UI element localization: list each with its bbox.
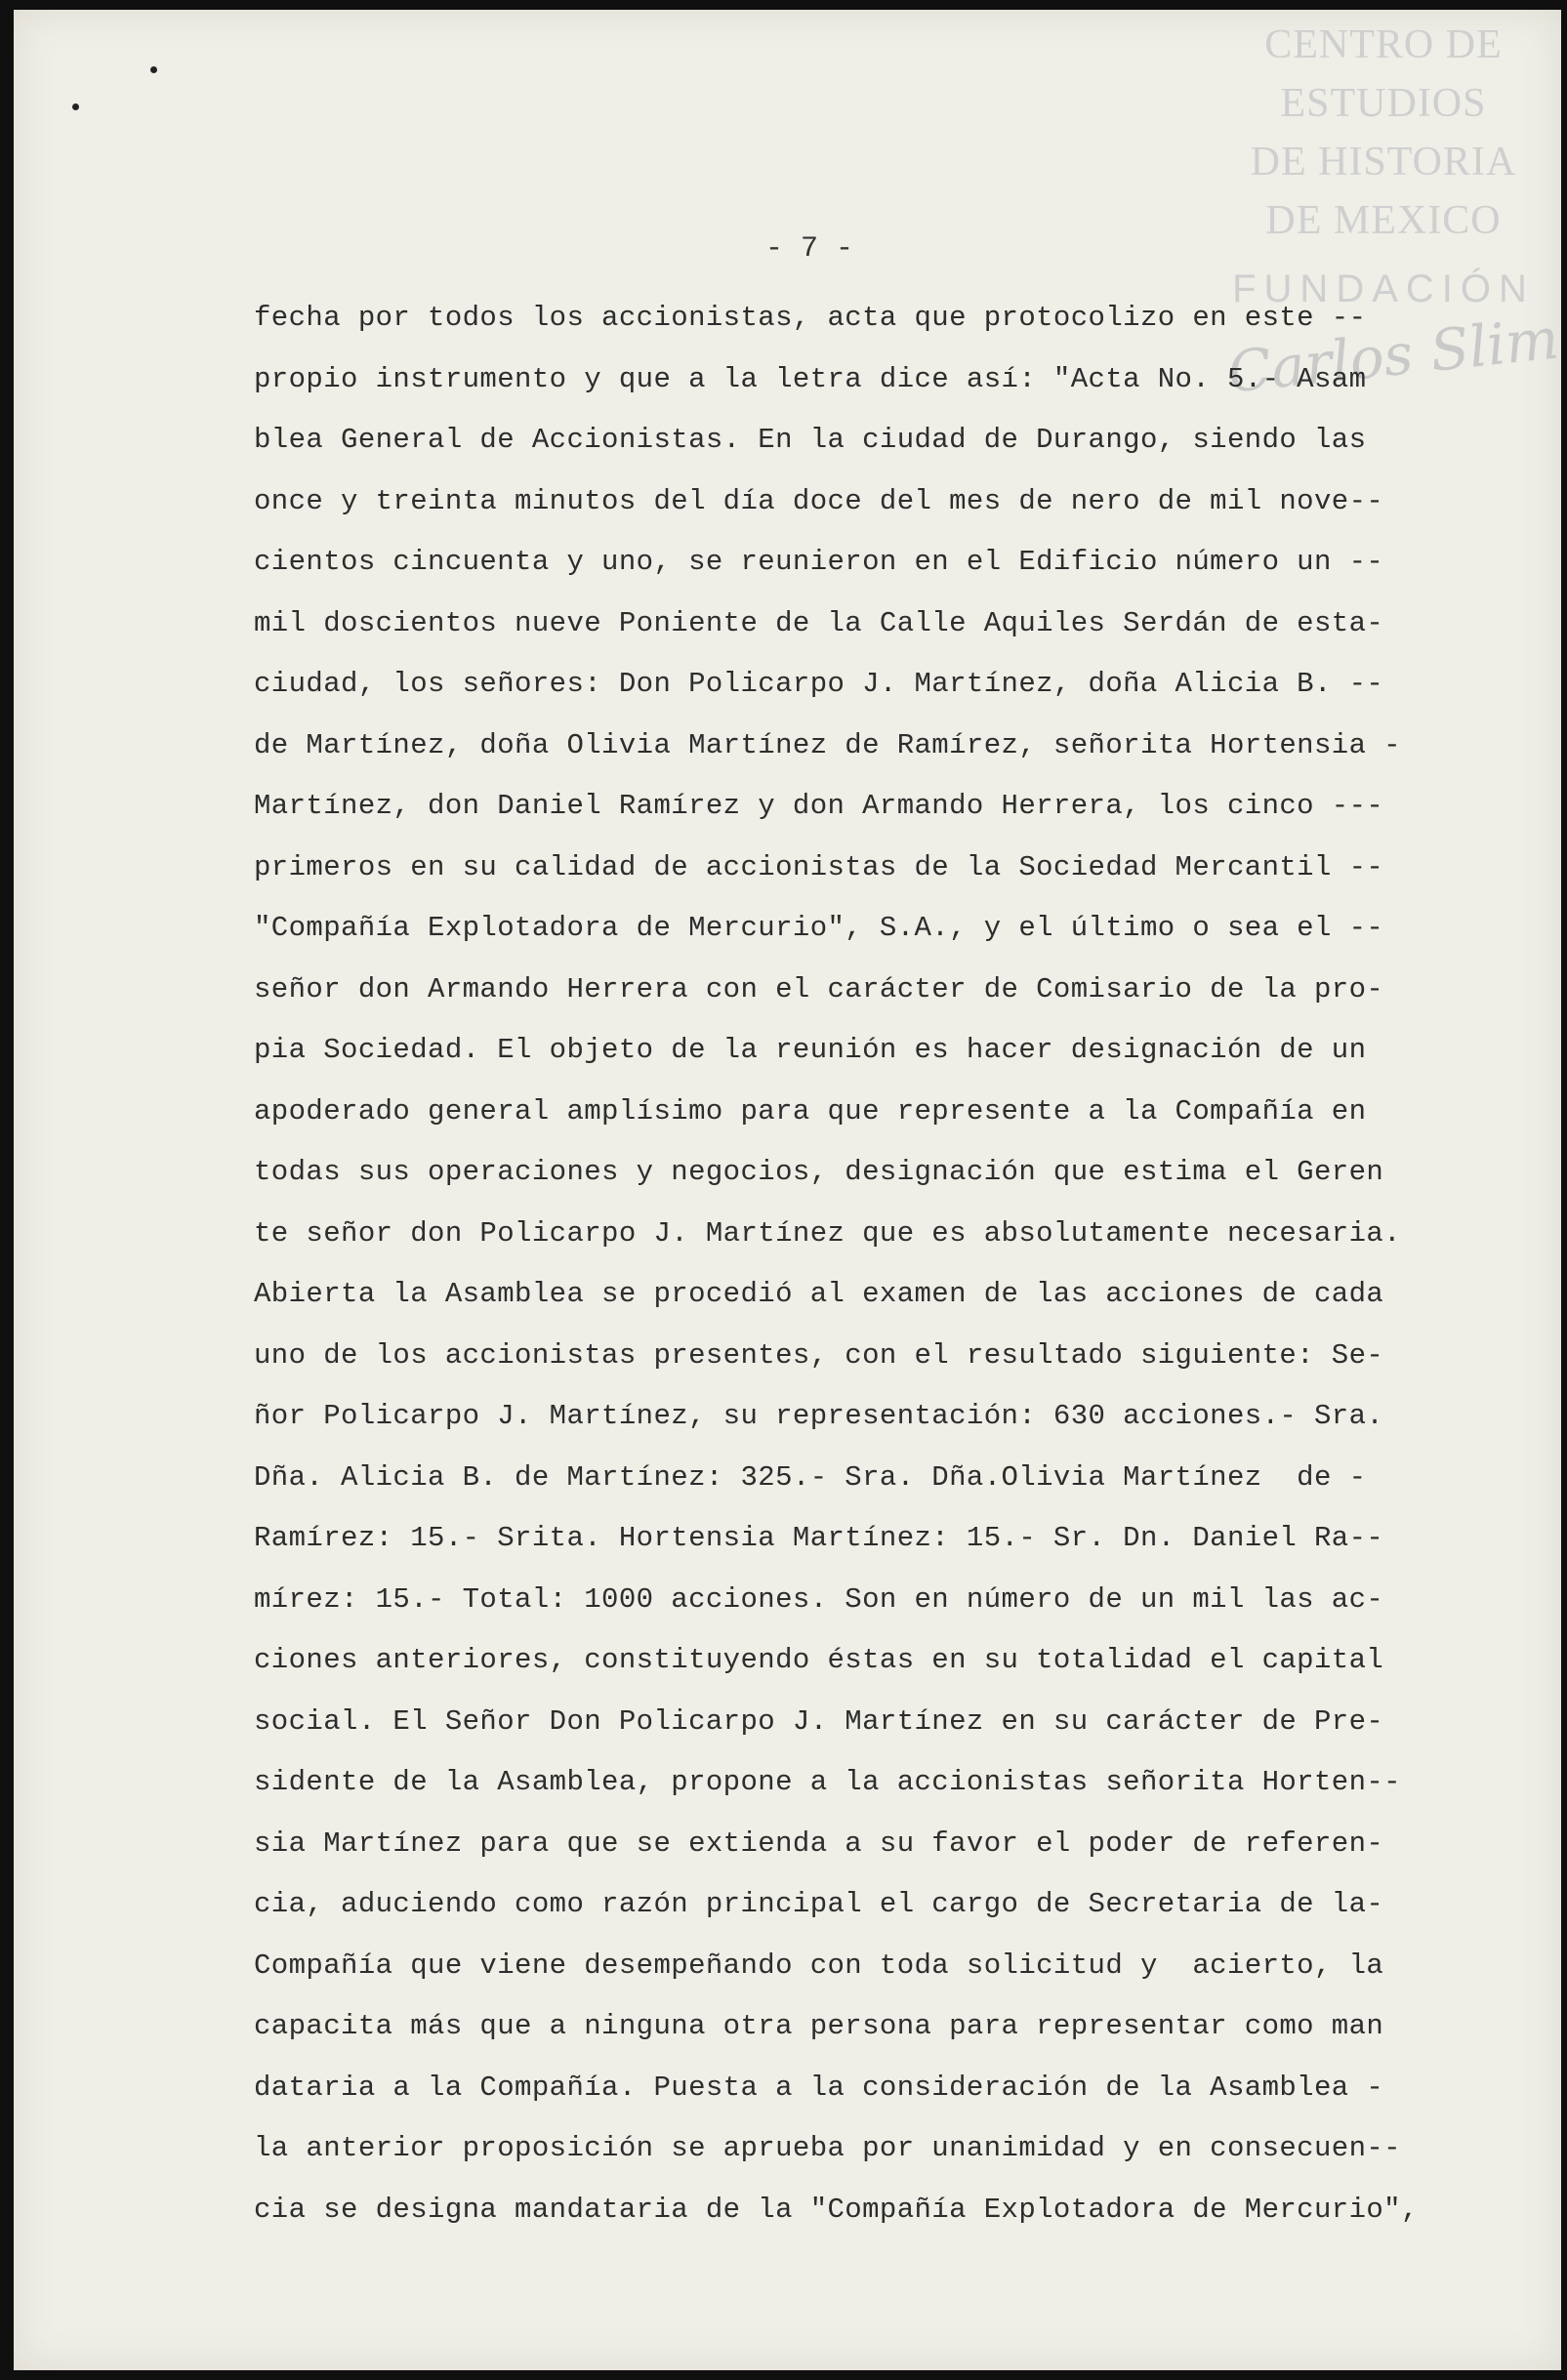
text-line: cia se designa mandataria de la "Compañía Explotadora de Mercurio", <box>254 2193 1419 2226</box>
text-line: todas sus operaciones y negocios, designación que estima el Geren <box>254 1156 1384 1188</box>
text-line: mírez: 15.- Total: 1000 acciones. Son en número de un mil las ac- <box>254 1582 1384 1616</box>
text-line: dataria a la Compañía. Puesta a la consideración de la Asamblea - <box>254 2071 1384 2104</box>
watermark-line: DE MEXICO <box>1265 198 1502 243</box>
text-line: propio instrumento y que a la letra dice así: "Acta No. 5.- Asam <box>254 362 1367 395</box>
text-line: Abierta la Asamblea se procedió al examen de las acciones de cada <box>254 1278 1384 1310</box>
text-line: mil doscientos nueve Poniente de la Calle Aquiles Serdán de esta- <box>254 606 1384 639</box>
text-line: Martínez, don Daniel Ramírez y don Armando Herrera, los cinco --- <box>254 790 1384 822</box>
text-line: sia Martínez para que se extienda a su favor el poder de referen- <box>254 1826 1384 1860</box>
text-line: "Compañía Explotadora de Mercurio", S.A., y el último o sea el -- <box>254 912 1384 944</box>
text-line: apoderado general amplísimo para que represente a la Compañía en <box>254 1094 1367 1128</box>
watermark <box>1224 16 1562 406</box>
text-line: primeros en su calidad de accionistas de la Sociedad Mercantil -- <box>254 850 1384 883</box>
text-line: uno de los accionistas presentes, con el resultado siguiente: Se- <box>254 1338 1384 1372</box>
text-line: capacita más que a ninguna otra persona para representar como man <box>254 2010 1384 2042</box>
text-line: once y treinta minutos del día doce del mes de nero de mil nove-- <box>254 484 1384 517</box>
document-page <box>14 10 1561 2370</box>
text-line: blea General de Accionistas. En la ciudad de Durango, siendo las <box>254 424 1367 456</box>
page-number: - 7 - <box>765 232 854 266</box>
text-line: de Martínez, doña Olivia Martínez de Ramírez, señorita Hortensia - <box>254 728 1401 761</box>
watermark-foundation: FUNDACIÓN <box>1232 267 1535 310</box>
text-line: social. El Señor Don Policarpo J. Martínez en su carácter de Pre- <box>254 1704 1384 1738</box>
text-line: pia Sociedad. El objeto de la reunión es hacer designación de un <box>254 1034 1367 1066</box>
watermark-line: CENTRO DE <box>1264 22 1503 67</box>
text-line: ñor Policarpo J. Martínez, su representación: 630 acciones.- Sra. <box>254 1400 1384 1432</box>
ink-dot <box>72 103 79 110</box>
text-line: Dña. Alicia B. de Martínez: 325.- Sra. Dña.Olivia Martínez de - <box>254 1460 1367 1494</box>
text-line: cientos cincuenta y uno, se reunieron en el Edificio número un -- <box>254 546 1384 578</box>
text-line: Ramírez: 15.- Srita. Hortensia Martínez: 15.- Sr. Dn. Daniel Ra-- <box>254 1522 1384 1554</box>
watermark-signature: Carlos Slim <box>1224 305 1562 406</box>
text-line: señor don Armando Herrera con el carácter de Comisario de la pro- <box>254 972 1384 1005</box>
watermark-line: ESTUDIOS <box>1280 81 1487 126</box>
text-line: Compañía que viene desempeñando con toda solicitud y acierto, la <box>254 1949 1384 1982</box>
text-line: cia, aduciendo como razón principal el cargo de Secretaria de la- <box>254 1888 1384 1920</box>
text-line: sidente de la Asamblea, propone a la accionistas señorita Horten-- <box>254 1766 1401 1798</box>
text-line: te señor don Policarpo J. Martínez que es absolutamente necesaria. <box>254 1216 1401 1250</box>
ink-dot <box>150 66 157 73</box>
text-line: ciudad, los señores: Don Policarpo J. Martínez, doña Alicia B. -- <box>254 668 1384 700</box>
document-body <box>254 288 1474 2240</box>
text-line: fecha por todos los accionistas, acta que protocolizo en este -- <box>254 302 1367 334</box>
text-line: la anterior proposición se aprueba por unanimidad y en consecuen-- <box>254 2132 1401 2164</box>
watermark-line: DE HISTORIA <box>1250 140 1517 185</box>
text-line: ciones anteriores, constituyendo éstas en su totalidad el capital <box>254 1644 1384 1676</box>
